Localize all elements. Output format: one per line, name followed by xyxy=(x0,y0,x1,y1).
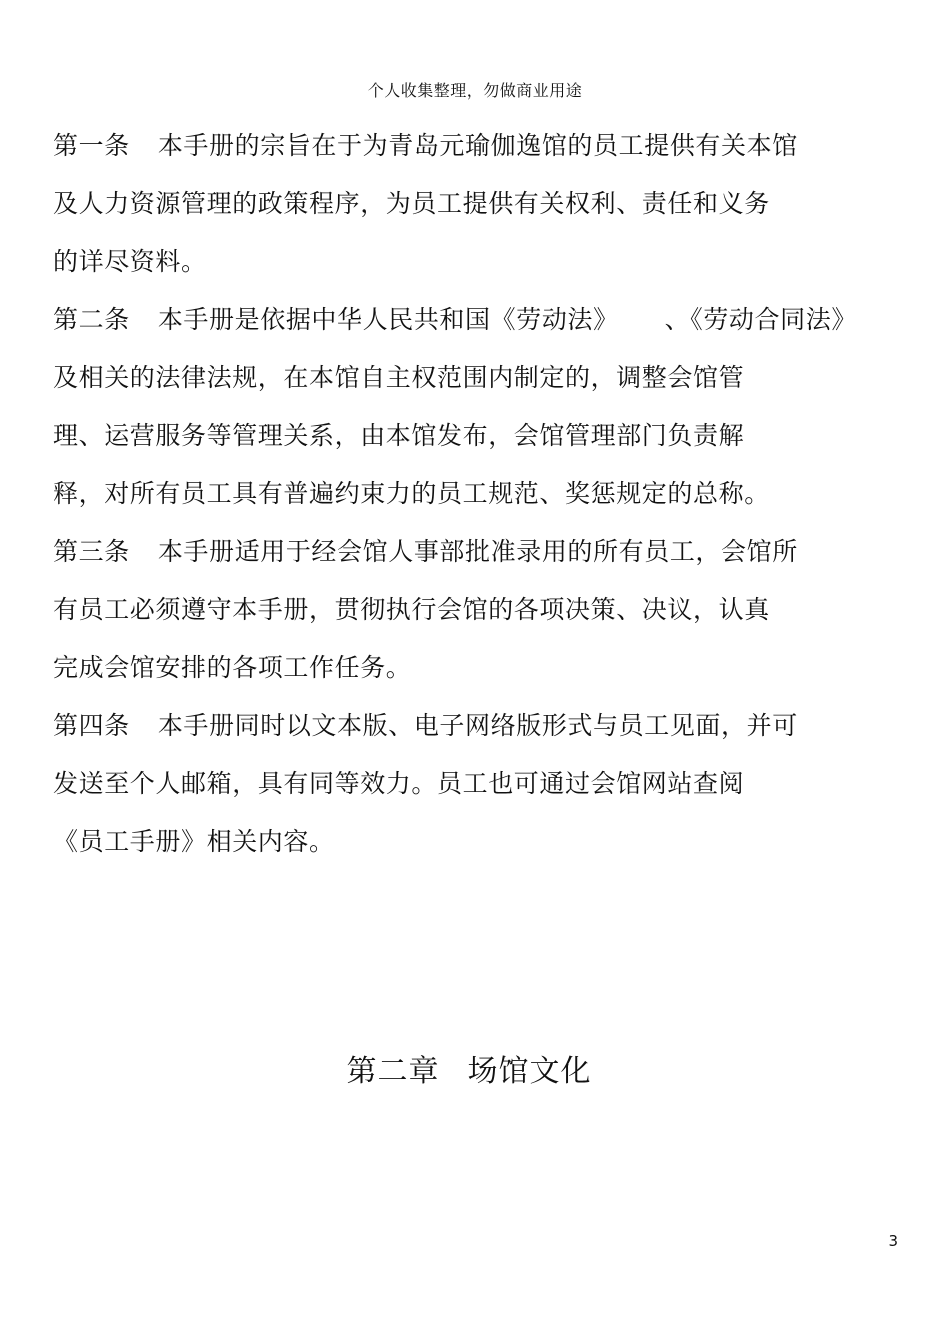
chapter-number: 第二章 xyxy=(346,1054,440,1089)
article-1-line-2: 及人力资源管理的政策程序，为员工提供有关权利、责任和义务 xyxy=(53,189,770,218)
article-3-line-1 xyxy=(53,523,923,581)
page-number: 3 xyxy=(888,1232,898,1250)
article-1-line-3: 的详尽资料。 xyxy=(53,247,207,276)
document-body xyxy=(53,117,923,871)
article-3-line-2: 有员工必须遵守本手册，贯彻执行会馆的各项决策、决议，认真 xyxy=(53,595,770,624)
chapter-heading xyxy=(0,1050,938,1094)
article-2-text-1b: 、《劳动合同法》 xyxy=(664,305,857,334)
article-2-label: 第二条 xyxy=(53,305,130,334)
article-4-line-2: 发送至个人邮箱，具有同等效力。员工也可通过会馆网站查阅 xyxy=(53,769,745,798)
article-4-line-3: 《员工手册》相关内容。 xyxy=(53,827,335,856)
article-1-label: 第一条 xyxy=(53,131,130,160)
article-2-line-2: 及相关的法律法规，在本馆自主权范围内制定的，调整会馆管 xyxy=(53,363,745,392)
article-3-label: 第三条 xyxy=(53,537,130,566)
article-3-line-3: 完成会馆安排的各项工作任务。 xyxy=(53,653,412,682)
article-4-line-1 xyxy=(53,697,923,755)
chapter-title: 场馆文化 xyxy=(467,1054,592,1089)
article-3-text-1: 本手册适用于经会馆人事部批准录用的所有员工，会馆所 xyxy=(157,537,798,566)
article-1-text-1: 本手册的宗旨在于为青岛元瑜伽逸馆的员工提供有关本馆 xyxy=(157,131,798,160)
article-1-line-1 xyxy=(53,117,923,175)
article-4-label: 第四条 xyxy=(53,711,130,740)
article-2-text-1a: 本手册是依据中华人民共和国《劳动法》 xyxy=(157,305,619,334)
article-2-line-4: 释，对所有员工具有普遍约束力的员工规范、奖惩规定的总称。 xyxy=(53,479,770,508)
article-4-text-1: 本手册同时以文本版、电子网络版形式与员工见面，并可 xyxy=(157,711,798,740)
header-note: 个人收集整理，勿做商业用途 xyxy=(367,81,583,100)
article-2-line-1 xyxy=(53,291,923,349)
article-2-line-3: 理、运营服务等管理关系，由本馆发布，会馆管理部门负责解 xyxy=(53,421,745,450)
